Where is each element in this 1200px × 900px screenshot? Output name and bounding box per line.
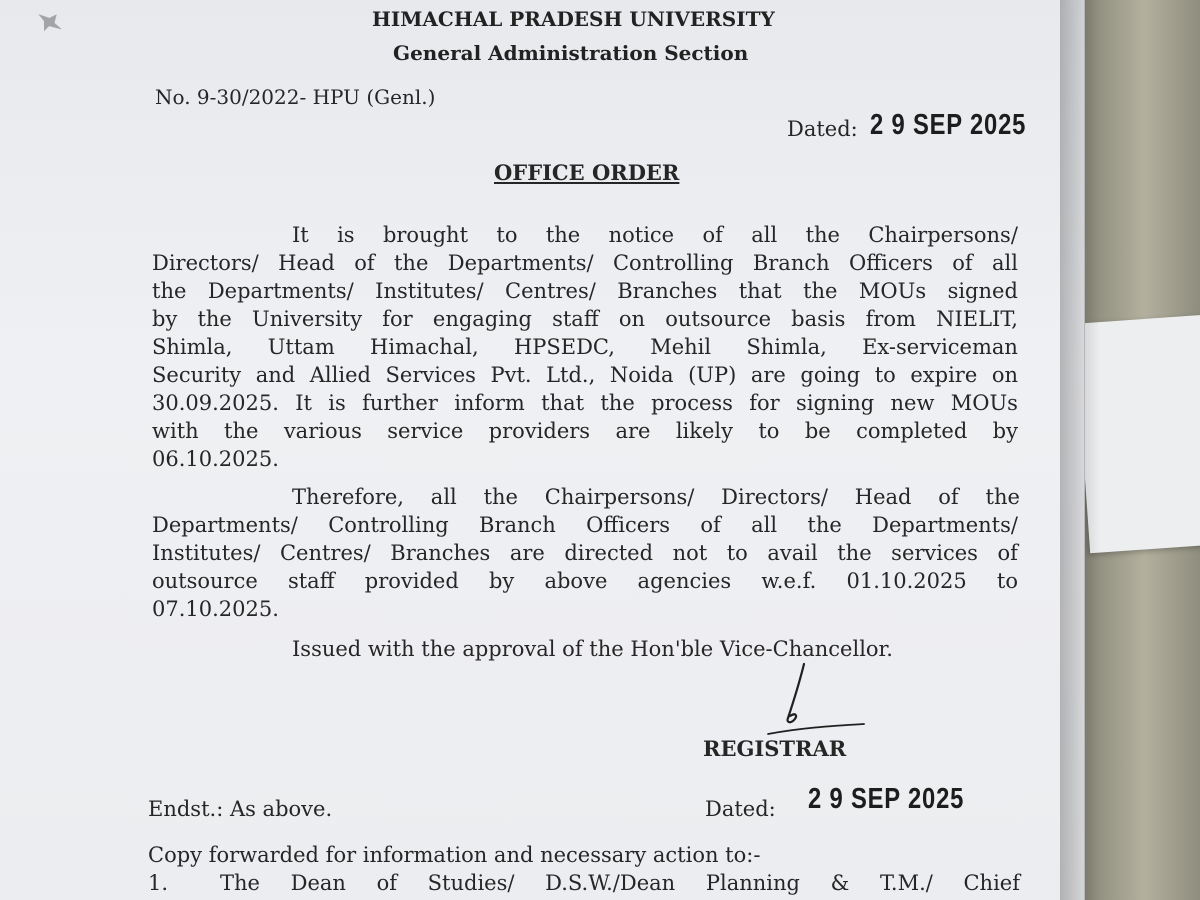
paragraph-2-line: [152, 540, 1018, 566]
word: Departments/: [872, 513, 1018, 537]
word: the: [600, 391, 635, 415]
word: Institutes/: [152, 541, 261, 565]
word: Pvt.: [490, 363, 532, 387]
word: Allied: [309, 363, 371, 387]
word: Departments/: [447, 251, 594, 275]
word: Officers: [586, 513, 671, 537]
word: Planning: [705, 871, 800, 895]
signatory-title: REGISTRAR: [703, 736, 847, 761]
endorsement-label: Endst.: As above.: [148, 797, 333, 821]
word: the: [393, 251, 429, 275]
word: Branch: [752, 251, 830, 275]
paragraph-1-line: [292, 222, 1018, 248]
word: Ex-serviceman: [862, 335, 1018, 359]
word: going: [800, 363, 861, 387]
word: signing: [796, 391, 875, 415]
word: &: [830, 871, 850, 895]
word: all: [430, 485, 457, 509]
word: inform: [454, 391, 525, 415]
word: provided: [364, 569, 459, 593]
word: engaging: [432, 307, 532, 331]
word: basis: [791, 307, 846, 331]
word: Chief: [963, 871, 1020, 895]
word: by: [488, 569, 515, 593]
word: the: [803, 279, 838, 303]
word: Chairpersons/: [868, 223, 1018, 247]
word: and: [255, 363, 296, 387]
word: completed: [856, 419, 968, 443]
word: The: [220, 871, 260, 895]
word: above: [544, 569, 608, 593]
word: Controlling: [612, 251, 734, 275]
word: Departments/: [207, 279, 354, 303]
word: 30.09.2025.: [152, 391, 279, 415]
word: the: [807, 513, 842, 537]
word: the: [837, 541, 872, 565]
word: likely: [675, 419, 733, 443]
word: agencies: [637, 569, 732, 593]
word: Directors/: [152, 251, 259, 275]
word: T.M./: [879, 871, 933, 895]
word: (UP): [688, 363, 737, 387]
word: the: [805, 223, 840, 247]
word: to: [726, 541, 748, 565]
paragraph-2-line: [152, 512, 1018, 538]
word: not: [672, 541, 708, 565]
word: D.S.W./Dean: [545, 871, 676, 895]
word: expire: [910, 363, 978, 387]
word: MOUs: [858, 279, 927, 303]
word: Studies/: [427, 871, 515, 895]
document-title: OFFICE ORDER: [494, 160, 680, 185]
word: by: [152, 307, 178, 331]
word: w.e.f.: [761, 569, 817, 593]
word: to: [758, 419, 780, 443]
university-name: HIMACHAL PRADESH UNIVERSITY: [372, 7, 775, 31]
word: the: [985, 485, 1020, 509]
word: Branches: [617, 279, 718, 303]
word: Services: [385, 363, 476, 387]
word: Ltd.,: [546, 363, 596, 387]
word: brought: [382, 223, 469, 247]
reference-number: No. 9-30/2022- HPU (Genl.): [155, 85, 436, 109]
word: Departments/: [152, 513, 298, 537]
word: of: [376, 871, 398, 895]
word: of: [997, 541, 1018, 565]
word: that: [541, 391, 585, 415]
paragraph-1-line: [152, 278, 1018, 304]
word: Officers: [849, 251, 933, 275]
paragraph-1-line: [152, 418, 1018, 444]
word: Head: [854, 485, 912, 509]
punch-hole-tear: [34, 6, 65, 37]
word: notice: [608, 223, 675, 247]
word: Security: [152, 363, 242, 387]
word: for: [749, 391, 780, 415]
word: Head: [278, 251, 335, 275]
paragraph-2-line: 07.10.2025.: [152, 597, 279, 621]
word: of: [354, 251, 375, 275]
paragraph-1-line: [152, 334, 1018, 360]
word: to: [874, 363, 896, 387]
word: Directors/: [721, 485, 828, 509]
word: Himachal,: [370, 335, 479, 359]
word: of: [700, 513, 721, 537]
word: NIELIT,: [936, 307, 1018, 331]
word: that: [738, 279, 782, 303]
word: Shimla,: [152, 335, 233, 359]
word: avail: [767, 541, 818, 565]
sheet-edge-shadow: [1060, 0, 1100, 900]
word: process: [651, 391, 733, 415]
paragraph-1-line: 06.10.2025.: [152, 447, 279, 471]
word: providers: [488, 419, 591, 443]
recipient-text: [220, 870, 1020, 896]
paragraph-2-line: [292, 484, 1020, 510]
word: signed: [947, 279, 1018, 303]
word: all: [751, 513, 778, 537]
word: MOUs: [950, 391, 1018, 415]
word: Branch: [479, 513, 556, 537]
word: staff: [287, 569, 335, 593]
word: from: [865, 307, 916, 331]
word: services: [891, 541, 978, 565]
word: be: [804, 419, 831, 443]
endorsement-date-stamp: 2 9 SEP 2025: [808, 783, 965, 815]
word: It: [295, 391, 312, 415]
word: Branches: [390, 541, 491, 565]
word: Mehil: [650, 335, 712, 359]
word: the: [545, 223, 581, 247]
word: Dean: [290, 871, 346, 895]
word: various: [283, 419, 362, 443]
word: service: [387, 419, 464, 443]
approval-note: Issued with the approval of the Hon'ble Vice-Chancellor.: [292, 637, 893, 661]
word: Noida: [609, 363, 674, 387]
word: are: [615, 419, 651, 443]
word: the: [152, 279, 187, 303]
word: to: [996, 569, 1018, 593]
word: Centres/: [505, 279, 596, 303]
section-name: General Administration Section: [393, 41, 749, 65]
word: Therefore,: [292, 485, 404, 509]
word: are: [750, 363, 786, 387]
word: Institutes/: [375, 279, 484, 303]
copy-forwarded-heading: Copy forwarded for information and necessary action to:-: [148, 843, 761, 867]
word: directed: [564, 541, 654, 565]
word: is: [337, 223, 355, 247]
word: with: [152, 419, 199, 443]
paragraph-1-line: [152, 390, 1018, 416]
word: further: [362, 391, 438, 415]
word: outsource: [665, 307, 772, 331]
word: 01.10.2025: [846, 569, 967, 593]
paragraph-1-line: [152, 306, 1018, 332]
word: for: [382, 307, 413, 331]
word: Shimla,: [746, 335, 827, 359]
paragraph-1-line: [152, 362, 1018, 388]
word: are: [509, 541, 545, 565]
registrar-signature: [760, 660, 870, 740]
word: Uttam: [267, 335, 335, 359]
word: It: [292, 223, 309, 247]
word: all: [992, 251, 1018, 275]
word: on: [991, 363, 1018, 387]
word: of: [702, 223, 723, 247]
word: to: [496, 223, 518, 247]
endorsement-dated-label: Dated:: [705, 797, 776, 821]
word: the: [224, 419, 259, 443]
paragraph-2-line: [152, 568, 1018, 594]
word: Controlling: [328, 513, 449, 537]
dated-label: Dated:: [787, 117, 858, 141]
word: on: [618, 307, 646, 331]
word: outsource: [152, 569, 258, 593]
date-stamp: 2 9 SEP 2025: [870, 109, 1027, 141]
word: the: [483, 485, 518, 509]
recipient-number: 1.: [148, 871, 169, 895]
word: University: [252, 307, 363, 331]
word: Chairpersons/: [544, 485, 695, 509]
word: the: [197, 307, 232, 331]
word: is: [328, 391, 346, 415]
word: by: [992, 419, 1018, 443]
paragraph-1-line: [152, 250, 1018, 276]
word: HPSEDC,: [513, 335, 615, 359]
word: Centres/: [279, 541, 371, 565]
word: of: [952, 251, 973, 275]
word: new: [890, 391, 935, 415]
word: all: [751, 223, 778, 247]
word: staff: [552, 307, 599, 331]
word: of: [938, 485, 959, 509]
